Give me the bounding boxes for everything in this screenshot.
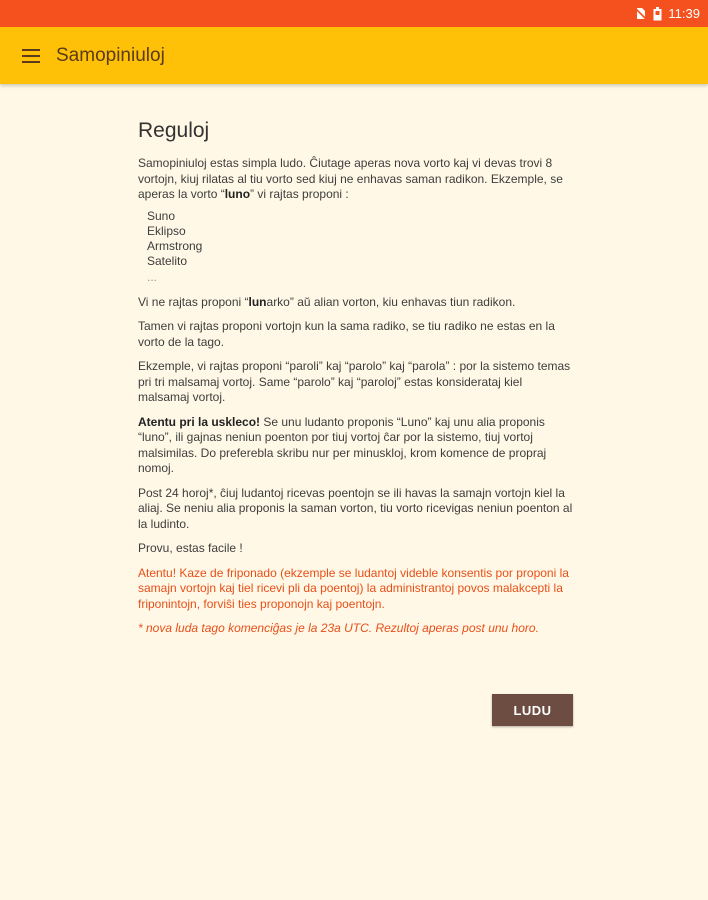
example-list	[147, 209, 574, 285]
intro-text: Samopiniuloj estas simpla ludo. Ĉiutage aperas nova vorto kaj vi devas trovi 8 vortojn, kiuj rilatas al tiu vorto sed kiuj ne enhavas saman radikon.	[138, 156, 553, 186]
no-propose-paragraph	[138, 295, 574, 311]
play-button[interactable]: LUDU	[492, 694, 573, 726]
status-bar	[0, 0, 708, 27]
list-item: Suno	[147, 208, 176, 223]
example-word: luno	[224, 187, 251, 201]
list-item: Satelito	[147, 254, 188, 269]
cheat-warning: Atentu! Kaze de friponado (ekzemple se ludantoj videble konsentis por proponi la samajn vortojn kaj tiel ricevi pli da poentoj) la administrantoj povos malakcepti la friponintojn, forviŝi ties proponojn kaj poentojn.	[138, 565, 569, 611]
menu-button[interactable]	[10, 35, 52, 77]
case-paragraph	[138, 415, 574, 477]
no-sim-icon	[634, 7, 647, 20]
scoring-paragraph: Post 24 horoj*, ĉiuj ludantoj ricevas poentojn se ili havas la samajn vortojn kiel la aliaj. Se neniu alia proponis la saman vorton, tiu vorto ricevigas neniun poenton al la ludinto.	[138, 485, 573, 531]
page-title: Reguloj	[138, 119, 210, 142]
list-item: ...	[147, 269, 158, 284]
app-title: Samopiniuloj	[56, 44, 165, 66]
no-propose-bold: lun	[248, 294, 267, 309]
example-prefix: Ekzemple, se aperas la vorto “	[138, 171, 563, 201]
easy-paragraph: Provu, estas facile !	[138, 541, 243, 556]
footnote: * nova luda tago komenciĝas je la 23a UTC. Rezultoj aperas post unu horo.	[138, 621, 539, 636]
case-warning-bold: Atentu pri la uskleco!	[138, 414, 261, 429]
list-item: Armstrong	[147, 239, 203, 254]
no-propose-prefix: Vi ne rajtas proponi “	[138, 294, 249, 309]
app-bar	[0, 27, 708, 84]
rules-content	[138, 118, 574, 646]
hamburger-menu-icon	[22, 49, 40, 63]
three-words-paragraph: Ekzemple, vi rajtas proponi “paroli” kaj “parolo” kaj “parola” : por la sistemo temas pri tri malsamaj vortoj. Same “parolo” kaj “paroloj” estas konsiderataj kiel malsamaj vortoj.	[138, 359, 571, 405]
case-text: Se unu ludanto proponis “Luno” kaj unu alia proponis “luno”, ili gajnas neniun poenton por tiuj vortoj ĉar por la sistemo, tiuj vortoj malsimilas. Do preferebla skribu nur per minuskloj, krom komence de propraj nomoj.	[138, 414, 547, 476]
example-suffix: ” vi rajtas proponi :	[250, 187, 349, 201]
same-root-paragraph: Tamen vi rajtas proponi vortojn kun la sama radiko, se tiu radiko ne estas en la vorto de la tago.	[138, 319, 555, 349]
status-time: 11:39	[668, 6, 700, 21]
battery-icon	[653, 7, 662, 21]
list-item: Eklipso	[147, 223, 186, 238]
intro-paragraph	[138, 156, 574, 203]
no-propose-suffix: arko” aŭ alian vorton, kiu enhavas tiun radikon.	[266, 294, 516, 309]
